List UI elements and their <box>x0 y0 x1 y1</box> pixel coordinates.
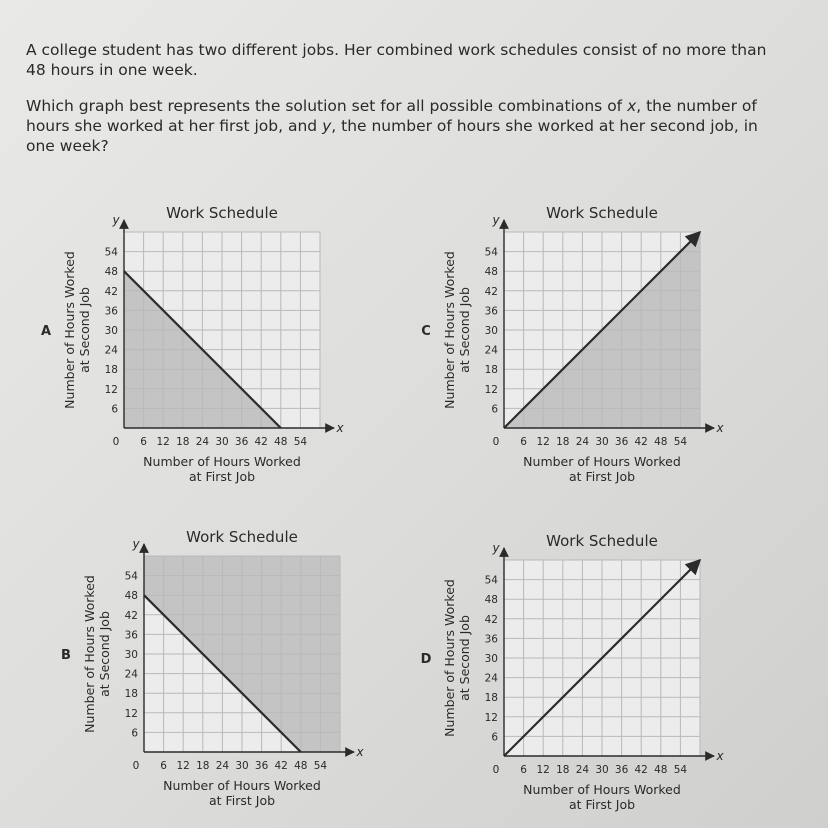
x-tick-label: 6 <box>520 764 527 776</box>
question-prompt <box>26 96 786 156</box>
question-text <box>26 40 786 172</box>
y-tick-label: 42 <box>484 285 498 298</box>
option-letter: B <box>61 648 71 663</box>
x-tick-label: 54 <box>673 436 688 448</box>
x-tick-label: 42 <box>274 760 288 772</box>
y-var-label: y <box>132 537 140 551</box>
y-tick-label: 48 <box>124 590 138 603</box>
y-tick-label: 18 <box>484 692 498 705</box>
prompt-x-var: x <box>627 97 637 115</box>
x-tick-label: 12 <box>536 436 550 448</box>
chart-svg <box>412 196 732 496</box>
y-tick-label: 18 <box>124 688 138 701</box>
origin-label: 0 <box>492 436 500 448</box>
x-tick-label: 54 <box>673 764 688 776</box>
y-tick-label: 24 <box>484 672 498 685</box>
x-tick-label: 30 <box>595 764 609 776</box>
option-letter: C <box>421 324 431 339</box>
x-var-label: x <box>356 745 364 759</box>
option-c-chart[interactable] <box>412 196 732 500</box>
x-axis-title: Number of Hours Worked <box>143 454 301 469</box>
x-tick-label: 6 <box>160 760 167 772</box>
x-tick-label: 42 <box>634 436 648 448</box>
x-axis-title: Number of Hours Worked <box>523 782 681 797</box>
y-axis-title: Number of Hours Worked <box>442 579 457 737</box>
x-tick-label: 42 <box>634 764 648 776</box>
x-tick-label: 48 <box>654 764 668 776</box>
x-tick-label: 54 <box>293 436 308 448</box>
chart-title: Work Schedule <box>546 204 658 222</box>
x-tick-label: 6 <box>140 436 147 448</box>
chart-title: Work Schedule <box>186 528 298 546</box>
option-letter: A <box>40 324 52 339</box>
x-tick-label: 18 <box>556 436 570 448</box>
y-tick-label: 30 <box>484 653 498 665</box>
prompt-part: , the number of hours she worked at her second job, in one week? <box>26 117 758 155</box>
y-axis-title: Number of Hours Worked <box>82 575 97 733</box>
x-var-label: x <box>716 749 724 763</box>
chart-title: Work Schedule <box>166 204 278 222</box>
y-tick-label: 36 <box>104 305 118 318</box>
y-tick-label: 30 <box>104 325 118 337</box>
option-a-chart[interactable] <box>32 196 352 500</box>
x-tick-label: 24 <box>215 760 230 772</box>
y-axis-title: at Second Job <box>77 287 92 373</box>
y-tick-label: 12 <box>484 711 498 724</box>
x-tick-label: 36 <box>234 436 249 448</box>
y-axis-title: at Second Job <box>457 615 472 701</box>
x-tick-label: 24 <box>575 436 590 448</box>
y-tick-label: 30 <box>124 649 138 661</box>
y-tick-label: 36 <box>484 633 498 646</box>
y-tick-label: 30 <box>484 325 498 337</box>
prompt-part: , the number of hours she worked at her first job, and <box>26 97 757 135</box>
chart-title: Work Schedule <box>546 532 658 550</box>
x-tick-label: 18 <box>196 760 210 772</box>
x-tick-label: 6 <box>520 436 527 448</box>
y-tick-label: 12 <box>484 383 498 396</box>
y-tick-label: 54 <box>124 570 138 583</box>
x-axis-title: at First Job <box>568 797 636 812</box>
y-tick-label: 6 <box>491 731 498 744</box>
prompt-part: Which graph best represents the solution set for all possible combinations of <box>26 97 628 115</box>
y-tick-label: 6 <box>111 403 118 416</box>
x-tick-label: 30 <box>595 436 609 448</box>
y-axis-title: at Second Job <box>97 611 112 697</box>
x-tick-label: 24 <box>575 764 590 776</box>
y-tick-label: 6 <box>491 403 498 416</box>
y-tick-label: 18 <box>104 364 118 377</box>
chart-svg <box>32 196 352 496</box>
x-var-label: x <box>336 421 344 435</box>
option-b-chart[interactable] <box>52 520 372 824</box>
x-axis-title: at First Job <box>568 469 636 484</box>
y-tick-label: 42 <box>484 613 498 626</box>
x-axis-title: Number of Hours Worked <box>163 778 321 793</box>
origin-label: 0 <box>492 764 500 776</box>
chart-svg <box>412 524 732 824</box>
y-var-label: y <box>492 541 500 555</box>
x-var-label: x <box>716 421 724 435</box>
y-var-label: y <box>112 213 120 227</box>
origin-label: 0 <box>112 436 120 448</box>
x-tick-label: 48 <box>294 760 308 772</box>
x-tick-label: 54 <box>313 760 328 772</box>
y-tick-label: 54 <box>484 246 498 259</box>
x-tick-label: 18 <box>176 436 190 448</box>
chart-svg <box>52 520 372 820</box>
x-tick-label: 18 <box>556 764 570 776</box>
question-stem: A college student has two different jobs. Her combined work schedules consist of no more than 48 hours in one week. <box>26 41 767 79</box>
y-tick-label: 36 <box>124 629 138 642</box>
x-tick-label: 12 <box>176 760 190 772</box>
x-tick-label: 24 <box>195 436 210 448</box>
y-tick-label: 12 <box>104 383 118 396</box>
y-tick-label: 12 <box>124 707 138 720</box>
x-tick-label: 48 <box>654 436 668 448</box>
x-tick-label: 48 <box>274 436 288 448</box>
y-tick-label: 48 <box>484 266 498 279</box>
y-tick-label: 18 <box>484 364 498 377</box>
y-tick-label: 54 <box>484 574 498 587</box>
y-tick-label: 6 <box>131 727 138 740</box>
y-tick-label: 42 <box>104 285 118 298</box>
y-var-label: y <box>492 213 500 227</box>
y-tick-label: 42 <box>124 609 138 622</box>
x-tick-label: 30 <box>235 760 249 772</box>
origin-label: 0 <box>132 760 140 772</box>
y-tick-label: 36 <box>484 305 498 318</box>
x-tick-label: 42 <box>254 436 268 448</box>
option-d-chart[interactable] <box>412 524 732 828</box>
y-axis-title: Number of Hours Worked <box>62 251 77 409</box>
x-tick-label: 12 <box>156 436 170 448</box>
y-tick-label: 24 <box>124 668 138 681</box>
x-tick-label: 30 <box>215 436 229 448</box>
y-tick-label: 48 <box>104 266 118 279</box>
y-tick-label: 24 <box>104 344 118 357</box>
y-tick-label: 48 <box>484 594 498 607</box>
y-axis-title: Number of Hours Worked <box>442 251 457 409</box>
x-axis-title: Number of Hours Worked <box>523 454 681 469</box>
x-tick-label: 36 <box>254 760 269 772</box>
x-tick-label: 36 <box>614 764 629 776</box>
y-tick-label: 54 <box>104 246 118 259</box>
y-tick-label: 24 <box>484 344 498 357</box>
x-axis-title: at First Job <box>188 469 256 484</box>
y-axis-title: at Second Job <box>457 287 472 373</box>
x-axis-title: at First Job <box>208 793 276 808</box>
x-tick-label: 12 <box>536 764 550 776</box>
prompt-y-var: y <box>322 117 332 135</box>
x-tick-label: 36 <box>614 436 629 448</box>
option-letter: D <box>420 652 432 667</box>
